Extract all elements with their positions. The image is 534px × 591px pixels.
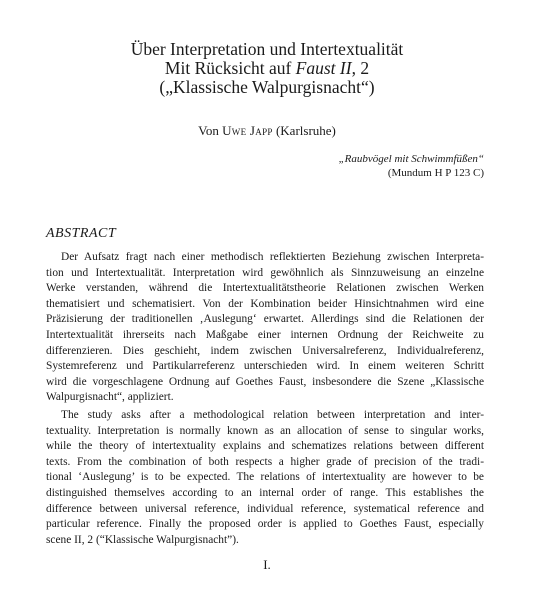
epigraph-source: (Mundum H P 123 C)	[387, 167, 484, 179]
title-line-2	[0, 59, 534, 78]
title-line-2-prefix: Mit Rücksicht auf	[164, 58, 296, 78]
paragraph-line: The study asks after a methodological relation between interpretation and inter-	[61, 409, 484, 421]
title-line-1: Über Interpretation und Intertextualität	[130, 39, 404, 59]
paragraph-line: Werke verstanden, während die Intertextualitätstheorie Relationen zwischen Werken	[46, 282, 484, 295]
section-number: I.	[263, 557, 271, 572]
paragraph-line: Präzisierung der traditionellen ‚Auslegung‘ erwartet. Allerdings sind die Relationen der	[46, 313, 484, 326]
title-line-2-italic: Faust II	[295, 58, 352, 78]
paragraph-line: Intertextualität ihrerseits nach Maßgabe einer internen Ordnung der Reichweite zu	[46, 328, 484, 341]
paragraph-line: textuality. Interpretation is normally known as an allocation of sense to singular works,	[46, 424, 484, 437]
paragraph-line: particular reference. Finally the proposed order is applied to Goethes Faust, especially	[46, 518, 484, 531]
paragraph-line: thematisiert und schematisiert. Von der Kombination beider Hinsichtnahmen wird eine	[46, 297, 484, 310]
paragraph-line: distinguished themselves according to an internal order of range. This establishes the	[46, 486, 484, 499]
abstract-german-paragraph	[46, 250, 484, 406]
article-title	[0, 40, 534, 97]
author-prefix: Von	[198, 123, 223, 138]
paragraph-line: texts. From the combination of both respects a higher grade of precision of the tradi-	[46, 455, 484, 468]
paragraph-line: Der Aufsatz fragt nach einer methodisch reflektierten Beziehung zwischen Interpreta-	[61, 251, 484, 263]
title-line-2-suffix: , 2	[351, 58, 370, 78]
paragraph-line: Walpurgisnacht“, appliziert.	[46, 391, 174, 404]
paragraph-line: wird die vorgeschlagene Ordnung auf Goethes Faust, insbesondere die Szene „Klassische	[46, 375, 484, 388]
paragraph-line: difference between universal reference, individual reference, systematical reference and	[46, 502, 484, 515]
epigraph	[339, 152, 484, 180]
title-line-3: („Klassische Walpurgisnacht“)	[159, 77, 375, 97]
paragraph-line: while the theory of intertextuality explains and schematizes relations between different	[46, 440, 484, 453]
author-line	[0, 123, 534, 138]
paragraph-line: Systemreferenz und Partikularreferenz unterschieden wird. In einem weiteren Schritt	[46, 360, 484, 373]
author-name: Uwe Japp	[222, 123, 273, 138]
paragraph-line: scene II, 2 (“Klassische Walpurgisnacht”).	[46, 533, 239, 546]
epigraph-quote: „Raubvögel mit Schwimmfüßen“	[338, 153, 484, 165]
paragraph-line: tion und Intertextualität. Interpretation wird gewöhnlich als Sinnzuweisung an einzelne	[46, 266, 484, 279]
paragraph-line: tional ‘Auslegung’ is to be expected. The relations of intertextuality are however to be	[46, 471, 484, 484]
abstract-heading: ABSTRACT	[46, 226, 117, 241]
paragraph-line: differenzieren. Dies geschieht, indem zwischen Universalreferenz, Individualreferenz,	[46, 344, 484, 357]
author-affiliation: (Karlsruhe)	[272, 123, 336, 138]
abstract-english-paragraph	[46, 408, 484, 548]
